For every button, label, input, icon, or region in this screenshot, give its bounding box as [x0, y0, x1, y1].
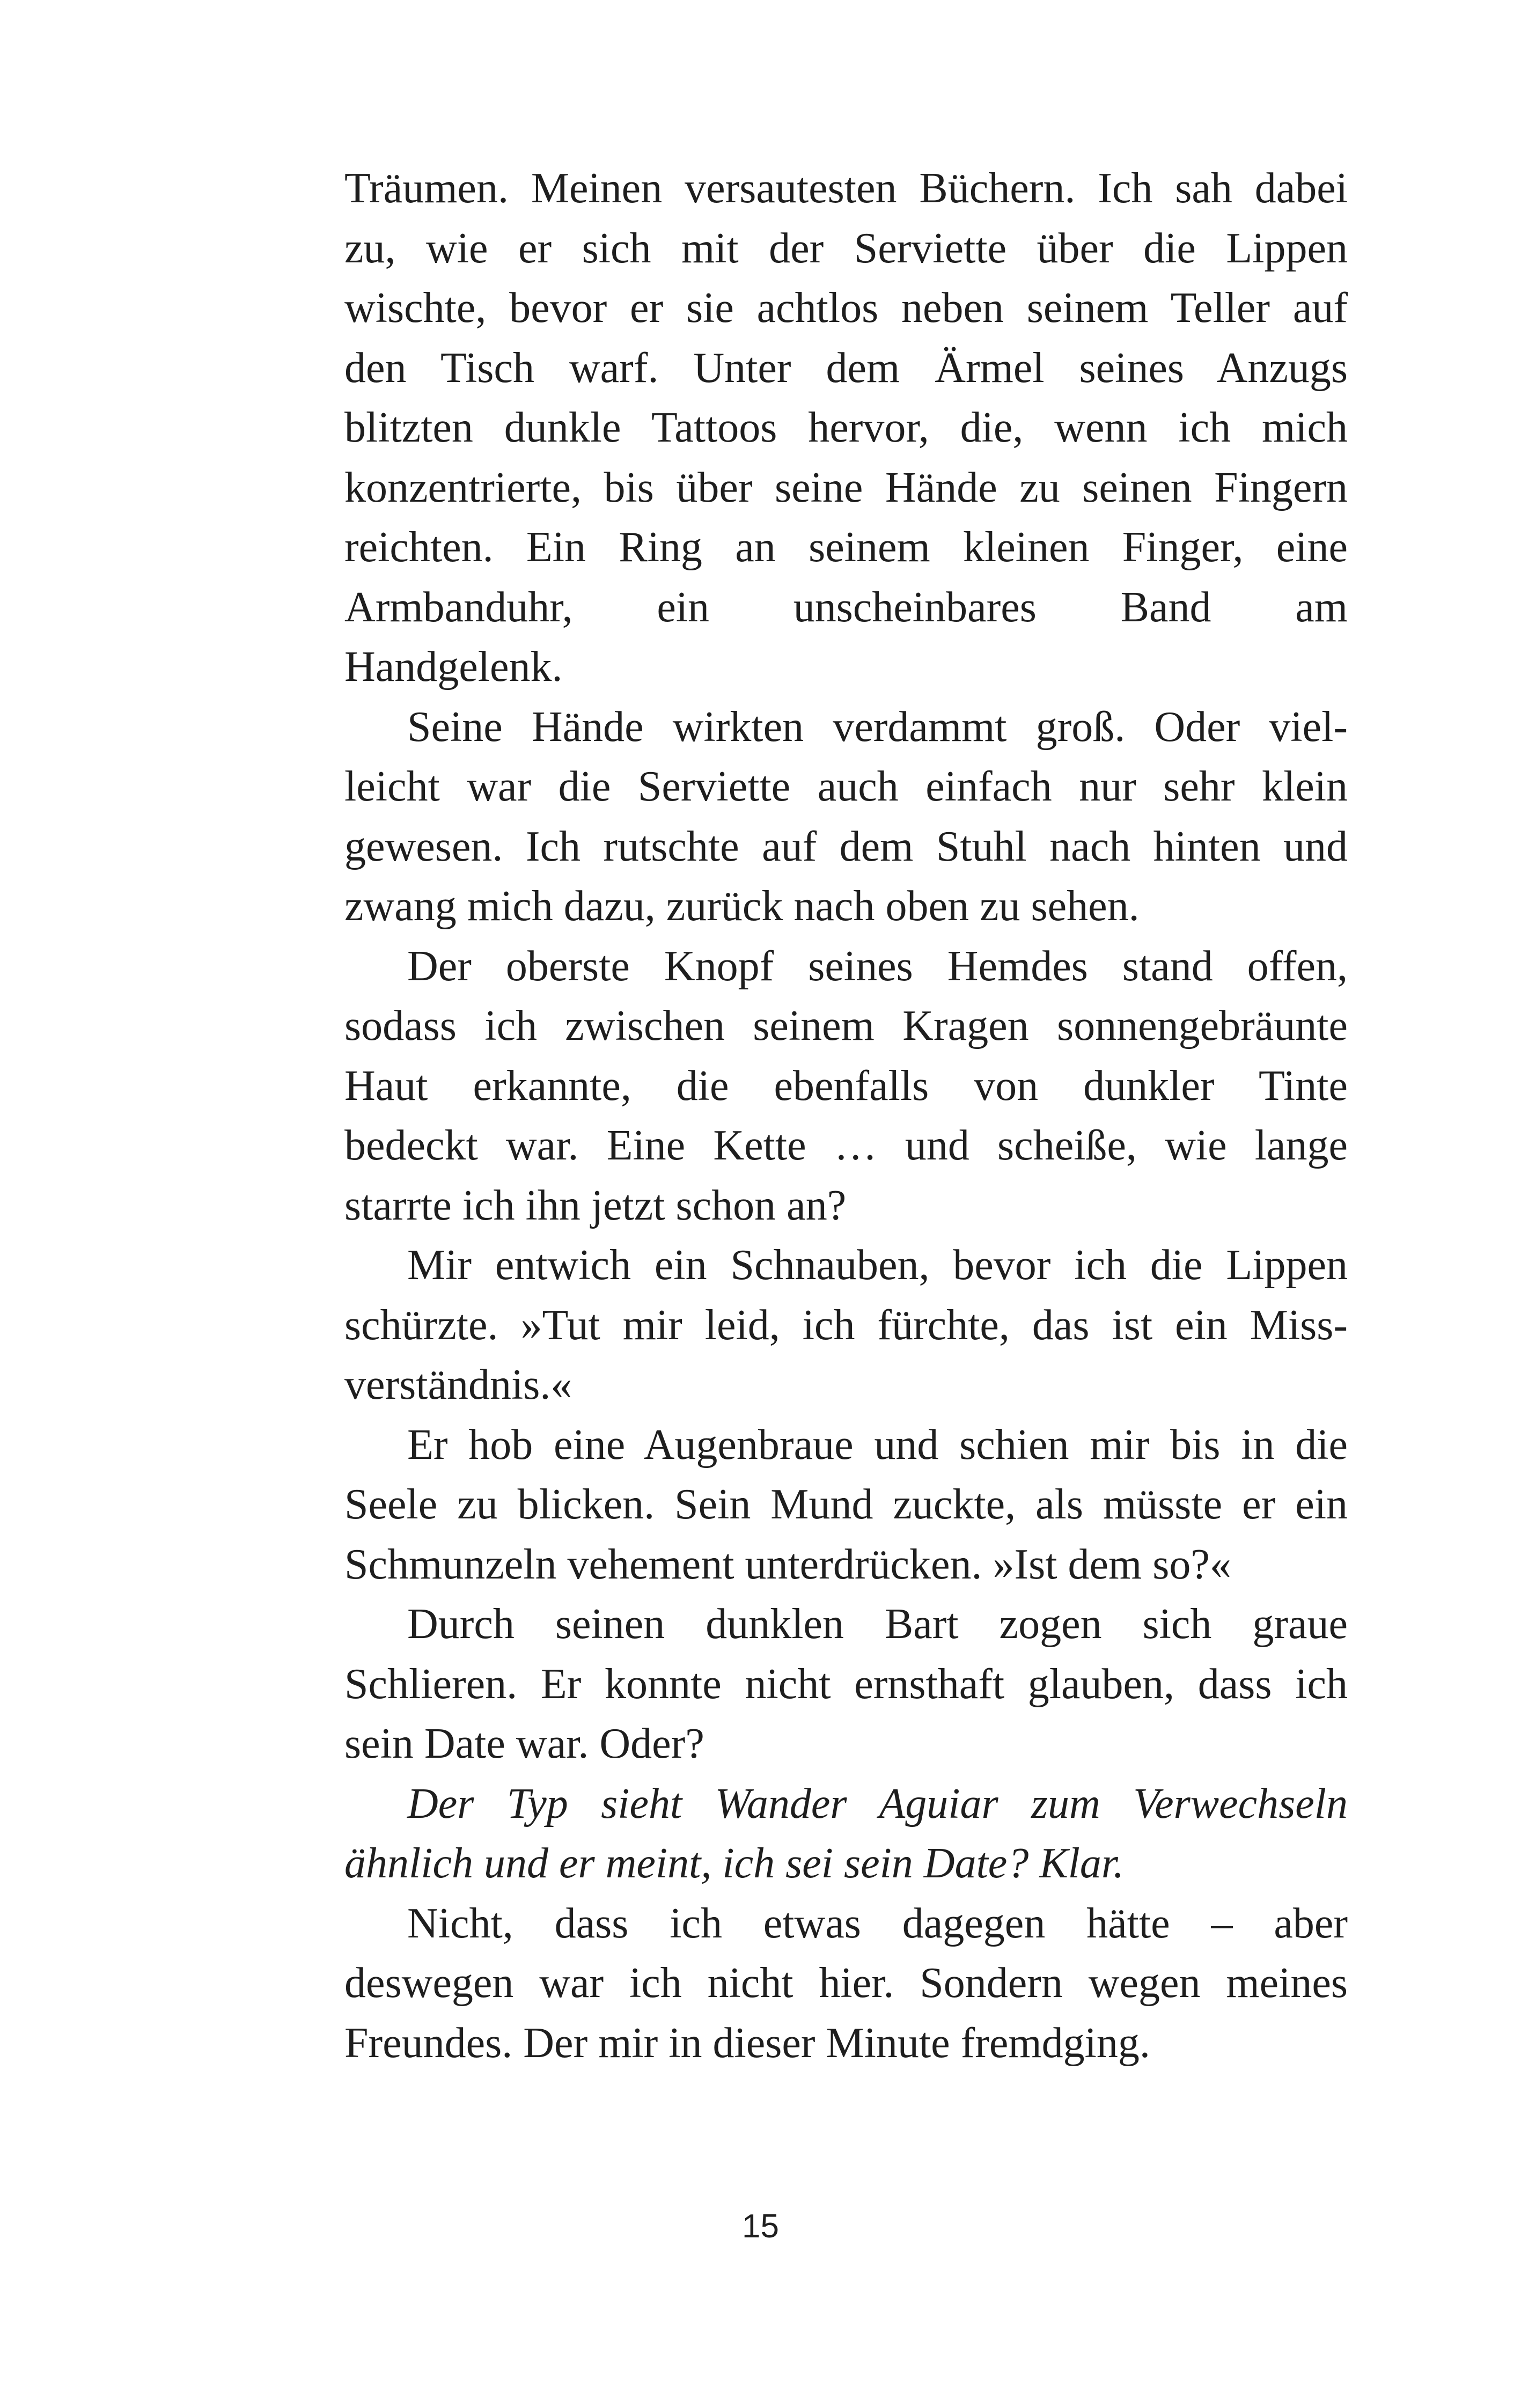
text-line: Schlieren. Er konnte nicht ernsthaft glauben, dass ich: [344, 1660, 1348, 1708]
text-line: wischte, bevor er sie achtlos neben seinem Teller auf: [344, 284, 1348, 332]
text-line: Er hob eine Augenbraue und schien mir bis in die: [407, 1421, 1348, 1469]
text-line: Haut erkannte, die ebenfalls von dunkler Tinte: [344, 1062, 1348, 1110]
text-line: Seele zu blicken. Sein Mund zuckte, als müsste er ein: [344, 1481, 1348, 1528]
text-line: Freundes. Der mir in dieser Minute fremdging.: [344, 2019, 1150, 2067]
text-line: Mir entwich ein Schnauben, bevor ich die Lippen: [407, 1242, 1348, 1289]
italic-text-line: ähnlich und er meint, ich sei sein Date? Klar.: [344, 1840, 1125, 1887]
text-line: Nicht, dass ich etwas dagegen hätte – aber: [407, 1899, 1348, 1947]
text-line: Der oberste Knopf seines Hemdes stand offen,: [407, 942, 1348, 990]
text-line: Träumen. Meinen versautesten Büchern. Ich sah dabei: [344, 165, 1348, 212]
body-text: [344, 159, 1348, 2073]
text-line: starrte ich ihn jetzt schon an?: [344, 1181, 847, 1229]
text-line: deswegen war ich nicht hier. Sondern wegen meines: [344, 1959, 1348, 2007]
text-line: Seine Hände wirkten verdammt groß. Oder viel-: [407, 703, 1348, 751]
text-line: zwang mich dazu, zurück nach oben zu sehen.: [344, 883, 1140, 930]
text-line: leicht war die Serviette auch einfach nur sehr klein: [344, 763, 1348, 810]
text-line: Schmunzeln vehement unterdrücken. »Ist dem so?«: [344, 1540, 1231, 1588]
text-line: gewesen. Ich rutschte auf dem Stuhl nach hinten und: [344, 823, 1348, 870]
text-line: sodass ich zwischen seinem Kragen sonnengebräunte: [344, 1002, 1348, 1049]
text-line: bedeckt war. Eine Kette … und scheiße, wie lange: [344, 1122, 1348, 1169]
text-line: blitzten dunkle Tattoos hervor, die, wenn ich mich: [344, 404, 1348, 451]
text-line: konzentrierte, bis über seine Hände zu seinen Fingern: [344, 464, 1348, 511]
italic-text-line: Der Typ sieht Wander Aguiar zum Verwechseln: [407, 1780, 1348, 1827]
text-line: Durch seinen dunklen Bart zogen sich graue: [407, 1601, 1348, 1648]
text-line: zu, wie er sich mit der Serviette über die Lippen: [344, 224, 1348, 272]
text-line: schürzte. »Tut mir leid, ich fürchte, das ist ein Miss-: [344, 1301, 1348, 1349]
page-number: 15: [742, 2208, 779, 2245]
text-line: Handgelenk.: [344, 643, 563, 691]
text-line: den Tisch warf. Unter dem Ärmel seines Anzugs: [344, 344, 1348, 392]
text-line: reichten. Ein Ring an seinem kleinen Finger, eine: [344, 524, 1348, 571]
text-line: sein Date war. Oder?: [344, 1720, 704, 1767]
text-line: Armbanduhr, ein unscheinbares Band am: [344, 583, 1348, 631]
text-line: verständnis.«: [344, 1361, 572, 1408]
